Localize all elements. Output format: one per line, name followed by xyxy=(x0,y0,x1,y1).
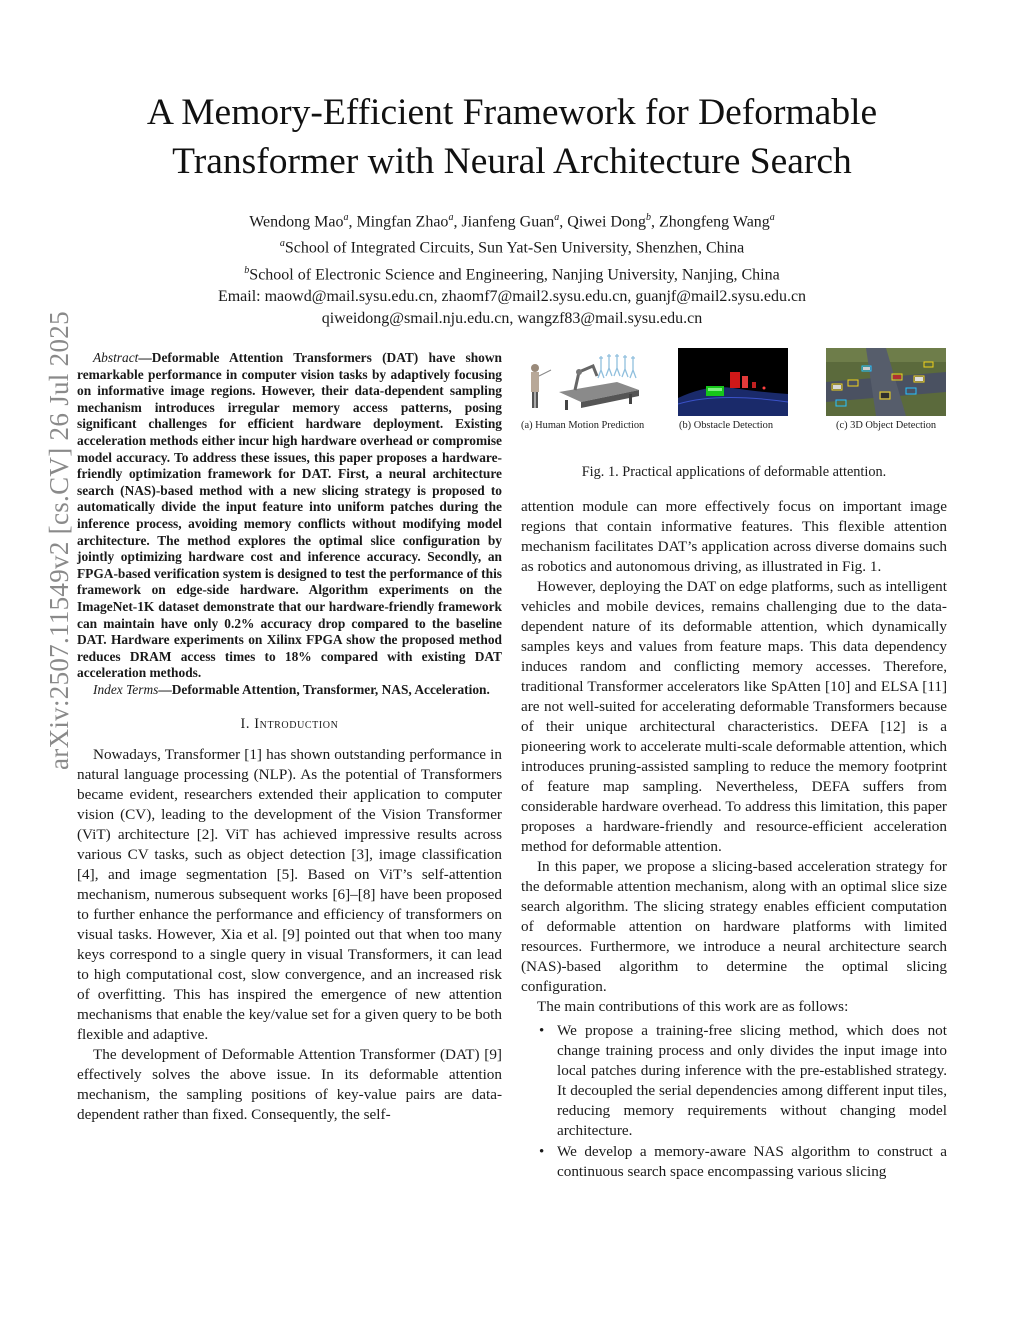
right-column xyxy=(521,348,947,1183)
paragraph: However, deploying the DAT on edge platforms, such as intelligent vehicles and mobile devices, remains challenging due to the data-dependent nature of its deformable attention, which dynamically samples keys and values from feature maps. This data dependency induces random and conflicting memory accesses. Therefore, traditional Transformer accelerators like SpAtten [10] and ELSA [11] are not well-suited for accelerating deformable Transformers because of their unique architectural characteristics. DEFA [12] is a pioneering work to accelerate multi-scale deformable attention, which introduces pruning-assisted sampling to reduce the memory footprint of feature map sampling. Nevertheless, DEFA suffers from considerable hardware overhead. To address this limitation, this paper proposes a hardware-friendly and resource-efficient acceleration method for deformable attention. xyxy=(521,578,947,855)
subcaption-b: (b) Obstacle Detection xyxy=(679,420,774,431)
author-block xyxy=(100,207,924,330)
author-affiliation-mark: a xyxy=(448,212,454,223)
affiliation-mark: b xyxy=(244,264,250,276)
author-name: Zhongfeng Wang xyxy=(658,213,770,231)
affiliation-text: School of Electronic Science and Engineering, Nanjing University, Nanjing, China xyxy=(249,265,780,283)
author-name: Qiwei Dong xyxy=(567,213,646,231)
section-title: Introduction xyxy=(254,716,339,733)
figure-panel-obstacle xyxy=(678,348,788,416)
subcaption-c: (c) 3D Object Detection xyxy=(836,420,937,431)
title-line-2: Transformer with Neural Architecture Search xyxy=(172,141,852,182)
affiliation-line xyxy=(100,260,924,286)
contributions-list xyxy=(521,1021,947,1182)
abstract-text: —Deformable Attention Transformers (DAT) have shown remarkable performance in computer vision tasks by adaptively focusing on informative image regions. However, their data-dependent sampling mechanism introduces irregular memory access patterns, posing significant challenges for efficient hardware deployment. Existing acceleration methods either incur high hardware overhead or compromise model accuracy. To address these issues, this paper proposes a hardware-friendly optimization framework for DAT. First, a neural architecture search (NAS)-based method with a new slicing strategy is proposed to automatically divide the input feature into uniform patches during the inference process, avoiding memory conflicts without modifying model architecture. The method explores the optimal slice configuration by jointly optimizing hardware cost and inference accuracy. Secondly, an FPGA-based verification system is designed to test the performance of this framework on edge-side hardware. Algorithm experiments on the ImageNet-1K dataset demonstrate that our hardware-friendly framework can maintain have only 0.2% accuracy drop compared to the baseline DAT. Hardware experiments on Xilinx FPGA show the proposed method reduces DRAM access times to 18% compared with existing DAT acceleration methods. xyxy=(77,350,502,681)
title-line-1: A Memory-Efficient Framework for Deformable xyxy=(146,92,878,133)
email-line: Email: maowd@mail.sysu.edu.cn, zhaomf7@mail2.sysu.edu.cn, guanjf@mail2.sysu.edu.cn xyxy=(217,287,807,305)
section-heading-introduction xyxy=(77,716,502,733)
subcaption-a: (a) Human Motion Prediction xyxy=(521,420,645,431)
list-item: • We develop a memory-aware NAS algorithm to construct a continuous search space encompassing various slicing xyxy=(557,1142,947,1182)
figure-1-caption: Fig. 1. Practical applications of deformable attention. xyxy=(581,464,887,480)
section-numeral: I. xyxy=(240,716,255,733)
paragraph: Nowadays, Transformer [1] has shown outstanding performance in natural language processing (NLP). As the potential of Transformers became evident, researchers extended their application to computer vision (CV), leading to the development of the Vision Transformer (ViT) architecture [2]. ViT has achieved impressive results across various CV tasks, such as object detection [3], image classification [4], and image segmentation [5]. Based on ViT’s self-attention mechanism, numerous subsequent works [6]–[8] have been proposed to further enhance the performance and efficiency of transformers on visual tasks. However, Xia et al. [9] pointed out that when too many keys correspond to a single query in visual Transformers, it can lead to high computational cost, slow convergence, and an increased risk of overfitting. This has inspired the emergence of new attention mechanisms that enable the key/value set for a given query to be both flexible and adaptive. xyxy=(77,746,502,1044)
left-column xyxy=(77,350,502,1125)
paper-title xyxy=(100,88,924,186)
email-line: qiweidong@smail.nju.edu.cn, wangzf83@mail.sysu.edu.cn xyxy=(321,309,703,327)
list-item: • We propose a training-free slicing method, which does not change training process and only divides the input image into local patches during inference with the pre-established strategy. It decoupled the serial dependencies among different input tiles, reducing memory requirements without changing model architecture. xyxy=(557,1021,947,1141)
3d-object-detection-image xyxy=(826,348,946,416)
abstract-label: Abstract xyxy=(93,350,139,365)
arxiv-identifier: arXiv:2507.11549v2 [cs.CV] 26 Jul 2025 xyxy=(44,311,74,770)
paragraph: The development of Deformable Attention Transformer (DAT) [9] effectively solves the above issue. In its deformable attention mechanism, the sampling positions of key-value pairs are data-dependent rather than fixed. Consequently, the self- xyxy=(77,1046,502,1124)
abstract xyxy=(77,350,502,682)
author-affiliation-mark: a xyxy=(554,212,560,223)
paragraph: In this paper, we propose a slicing-based acceleration strategy for the deformable attention mechanism, along with an optimal slice size search algorithm. The slicing strategy enables efficient computation of deformable attention on hardware platforms with limited resources. Furthermore, we introduce a neural architecture search (NAS)-based algorithm to determine the optimal slicing configuration. xyxy=(521,858,947,995)
obstacle-detection-image xyxy=(678,348,788,416)
figure-panel-human-motion xyxy=(521,348,653,416)
author-name: Jianfeng Guan xyxy=(461,213,555,231)
author-affiliation-mark: a xyxy=(769,212,775,223)
index-terms xyxy=(77,682,502,699)
author-affiliation-mark: a xyxy=(343,212,349,223)
paragraph: attention module can more effectively focus on important image regions that contain informative features. This flexible attention mechanism facilitates DAT’s application across diverse domains such as robotics and autonomous driving, as illustrated in Fig. 1. xyxy=(521,498,947,575)
affiliation-line xyxy=(100,233,924,259)
affiliation-mark: a xyxy=(279,238,285,250)
author-list: Wendong Mao$^a$, Mingfan Zhao$^a$, Jianfeng Guan$^a$, Qiwei Dong$^b$, Zhongfeng Wang$^a$ xyxy=(249,212,775,231)
author-affiliation-mark: b xyxy=(645,212,651,223)
paragraph: The main contributions of this work are as follows: xyxy=(537,998,849,1015)
index-terms-text: —Deformable Attention, Transformer, NAS, Acceleration. xyxy=(158,681,490,697)
author-name: Mingfan Zhao xyxy=(356,213,449,231)
figure-panel-3d-detection xyxy=(826,348,946,416)
index-terms-label: Index Terms xyxy=(93,681,159,697)
author-name: Wendong Mao xyxy=(249,213,344,231)
affiliation-text: School of Integrated Circuits, Sun Yat-Sen University, Shenzhen, China xyxy=(284,239,745,257)
human-motion-image xyxy=(521,348,653,416)
figure-1 xyxy=(521,348,947,458)
